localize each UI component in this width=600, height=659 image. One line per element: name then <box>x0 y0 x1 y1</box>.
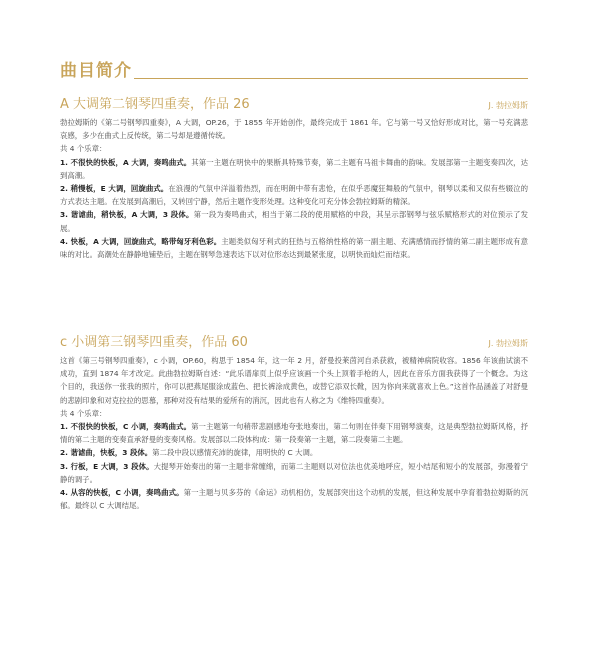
work-entry <box>60 96 528 261</box>
work-entry <box>60 334 528 512</box>
movement-text: 大提琴开始奏出的第一主题非常缠绵，而第二主题则以对位法也优美地呼应，短小结尾和短小的发展部，弥漫着宁静的调子。 <box>60 461 528 484</box>
work-intro: 勃拉姆斯的《第二号钢琴四重奏》，A 大调，OP.26，于 1855 年开始创作，最终完成于 1861 年。它与第一号又恰好形成对比，第一号充满悲哀感，多少在曲式上反传统，第二号却是遵循传统。 <box>60 118 528 141</box>
work-title: A 大调第二钢琴四重奏，作品 26 <box>60 97 250 112</box>
movement-item <box>60 182 528 208</box>
section-title: 曲目简介 <box>60 61 132 81</box>
section-header <box>60 60 528 84</box>
work-heading <box>60 334 528 354</box>
movement-heading: 4. 快板，A 大调，回旋曲式，略带匈牙利色彩。 <box>60 236 222 246</box>
movement-heading: 2. 谐谑曲，快板，3 段体。 <box>60 448 153 458</box>
movement-item <box>60 446 528 459</box>
movement-text: 第二段中段以感情充沛的旋律，用明快的 C 大调。 <box>152 448 318 458</box>
movement-heading: 4. 从容的快板，C 小调，奏鸣曲式。 <box>60 488 184 498</box>
header-divider <box>134 78 528 79</box>
movement-text: 第一段为奏鸣曲式，相当于第二段的使用赋格的中段，其呈示部钢琴与弦乐赋格形式的对位预示了发展。 <box>60 210 528 233</box>
movement-item <box>60 156 528 182</box>
work-composer: J. 勃拉姆斯 <box>488 339 528 348</box>
movement-text: 第一主题与贝多芬的《命运》动机相仿，发展部突出这个动机的发展，但这种发展中孕育着勃拉姆斯的沉郁。最终以 C 大调结尾。 <box>60 488 528 511</box>
movement-heading: 1. 不很快的快板，A 大调，奏鸣曲式。 <box>60 157 192 167</box>
movement-item <box>60 460 528 486</box>
movement-heading: 2. 稍慢板，E 大调，回旋曲式。 <box>60 184 169 194</box>
work-title: c 小调第三钢琴四重奏，作品 60 <box>60 335 248 350</box>
movement-heading: 3. 行板，E 大调，3 段体。 <box>60 461 154 471</box>
work-heading <box>60 96 528 116</box>
movement-count: 共 4 个乐章： <box>60 144 107 154</box>
movement-text: 在浪漫的气氛中洋溢着热烈，而在明朗中带有悲怆，在似乎恶魔狂舞般的气氛中，钢琴以柔和又似有些辍泣的方式表达主题。在发展到高潮后，又转回宁静，然后主题作变形处理。这种变化可充分体会勃拉姆斯的精深。 <box>60 184 528 207</box>
movement-count: 共 4 个乐章： <box>60 408 107 418</box>
movement-item <box>60 486 528 512</box>
movement-item <box>60 420 528 446</box>
movement-heading: 3. 谐谑曲，稍快板，A 大调，3 段体。 <box>60 210 194 220</box>
movement-text: 其第一主题在明快中的果断具特殊节奏，第二主题有马祖卡舞曲的韵味。发展部第一主题变奏四次，达到高潮。 <box>60 157 528 180</box>
work-composer: J. 勃拉姆斯 <box>488 101 528 110</box>
movement-text: 第一主题第一句稍带悲剧感地夸张地奏出，第二句则在伴奏下用钢琴演奏，这是典型勃拉姆斯风格，抒情的第二主题的变奏直承舒曼的变奏风格。发展部以二段体构成：第一段奏第一主题，第二段奏第二主题。 <box>60 422 528 445</box>
movement-heading: 1. 不很快的快板，C 小调，奏鸣曲式。 <box>60 422 192 432</box>
movement-text: 主题类似匈牙利式的狂热与五格纳性格的第一副主题、充满感情而抒情的第二副主题形成有意味的对比。高潮处在静静地铺垫后，主题在钢琴急速表达下以对位形态达到最紧张度，以明快而灿烂而结束。 <box>60 236 528 260</box>
work-intro: 这首《第三号钢琴四重奏》，c 小调，OP.60，构思于 1854 年，这一年 2 月，舒曼投莱茵河自杀获救，被精神病院收容。1856 年该曲试演不成功，直到 1874 年才改定。此曲勃拉姆斯自述：“此乐谱扉页上似乎应该画一个头上顶着手枪的人，因此在音乐方面我获得了一个概念。为这个目的，我送你一张我的照片，你可以把燕尾服涂成蓝色、把长裤涂成黄色，或替它添双长靴，因为你向来就喜欢上色。”这首作品涵盖了对舒曼的悲剧印象和对克拉拉的思慕，那种对没有结果的爱所有的消沉，因此也有人称之为《维特四重奏》。 <box>60 356 528 405</box>
movement-item <box>60 208 528 234</box>
movement-item <box>60 235 528 261</box>
